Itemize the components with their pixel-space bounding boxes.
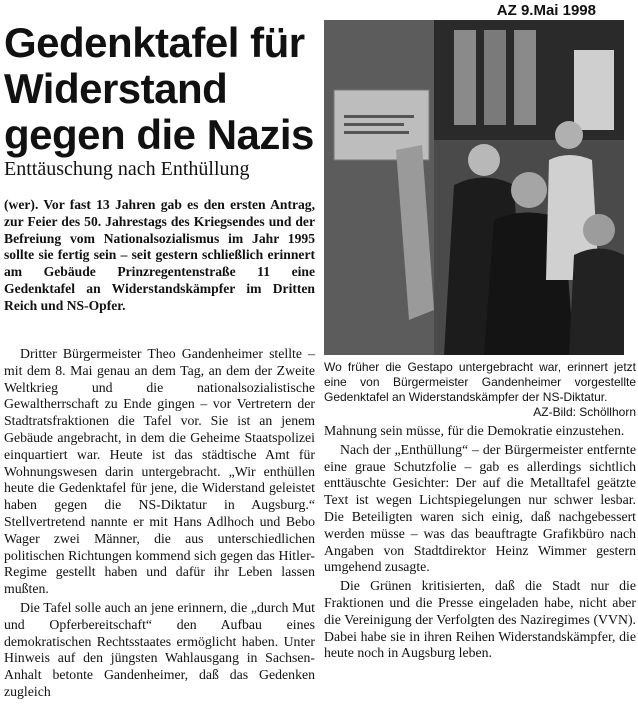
article-column-2 xyxy=(324,423,636,664)
news-photo xyxy=(324,20,624,355)
photo-illustration xyxy=(324,20,624,355)
headline: Gedenktafel für Widerstand gegen die Nazis xyxy=(4,19,314,158)
source-label: AZ 9.Mai 1998 xyxy=(496,2,596,19)
subheadline: Enttäuschung nach Enthüllung xyxy=(4,158,250,180)
article-paragraph: Mahnung sein müsse, für die Demokratie einzustehen. xyxy=(324,423,625,438)
photo-caption xyxy=(324,360,636,420)
article-paragraph: Dritter Bürgermeister Theo Gandenheimer stellte – mit dem 8. Mai genau an dem Tag, an dem der Zweite Weltkrieg und die nationalsozialistische Gewaltherrschaft zu Ende gingen – vor Vertretern der Stadtratsfraktionen die Tafel vor. Sie ist an jenem Gebäude angebracht, in dem die Geheime Staatspolizei einquartiert war. Heute ist das städtische Amt für Wohnungswesen darin untergebracht. „Wir enthüllen heute die Gedenktafel für jene, die Widerstand geleistet haben gegen die NS-Diktatur in Augsburg.“ Stellvertretend nannte er mit Hans Adlhoch und Bebo Wager zwei Männer, die aus unterschiedlichen politischen Richtungen kommend sich gegen das Hitler-Regime gestellt haben und dafür ihr Leben lassen mußten. xyxy=(4,346,315,597)
article-paragraph: Nach der „Enthüllung“ – der Bürgermeister entfernte eine graue Schutzfolie – gab es allerdings sichtlich enttäuschte Gesichter: Der auf die Metalltafel geätzte Text ist wegen Lichtspiegelungen nur schwer lesbar. Die Beteiligten waren sich einig, daß nachgebessert werden müsse – was das beauftragte Grafikbüro nach Angaben von Stadtdirektor Heinz Wimmer gestern umgehend zusagte. xyxy=(324,441,636,575)
caption-text: Wo früher die Gestapo untergebracht war, erinnert jetzt eine von Bürgermeister Gandenheimer vorgestellte Gedenktafel an Widerstandskämpfer der NS-Diktatur. xyxy=(324,360,636,404)
photo-credit: AZ-Bild: Schöllhorn xyxy=(533,405,636,419)
article-paragraph: Die Grünen kritisierten, daß die Stadt nur die Fraktionen und die Presse eingeladen habe, nicht aber die Vereinigung der Verfolgten des Naziregimes (VVN). Dabei habe sie in ihren Reihen Widerstandskämpfer, die heute noch in Augsburg leben. xyxy=(324,578,636,661)
lead-paragraph: (wer). Vor fast 13 Jahren gab es den ersten Antrag, zur Feier des 50. Jahrestags des Kriegsendes und der Befreiung vom Nationalsozialismus im Jahr 1995 sollte sie fertig sein – seit gestern schließlich erinnert am Gebäude Prinzregentenstraße 11 eine Gedenktafel an Widerstandskämpfer im Dritten Reich und NS-Opfer. xyxy=(4,197,315,313)
article-column-1 xyxy=(4,346,315,703)
article-paragraph: Die Tafel solle auch an jene erinnern, die „durch Mut und Opferbereitschaft“ den Aufbau eines demokratischen Rechtsstaates ermöglicht haben. Unter Hinweis auf den jüngsten Wahlausgang in Sachsen-Anhalt betonte Gandenheimer, daß das Gedenken zugleich xyxy=(4,599,315,699)
